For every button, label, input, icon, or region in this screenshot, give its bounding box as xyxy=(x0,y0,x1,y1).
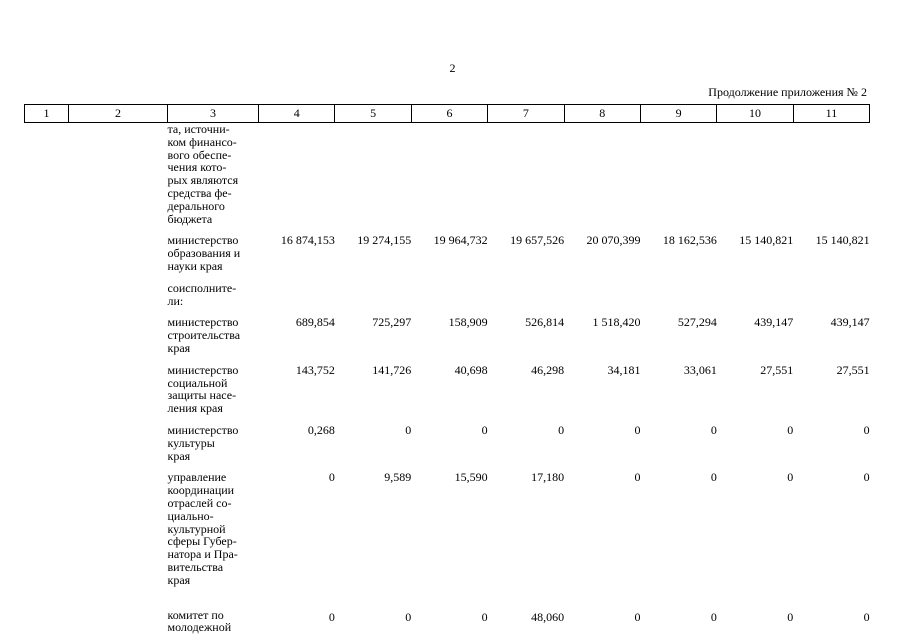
value-cell xyxy=(411,123,487,234)
value-cell: 48,060 xyxy=(488,595,564,642)
appendix-table xyxy=(24,104,870,642)
empty-cell xyxy=(25,470,69,594)
empty-cell xyxy=(25,315,69,362)
value-cell: 0 xyxy=(411,595,487,642)
column-header: 7 xyxy=(488,105,564,123)
value-cell: 15 140,821 xyxy=(717,233,793,280)
value-cell: 46,298 xyxy=(488,363,564,423)
row-name: соисполните- ли: xyxy=(168,281,259,316)
table-row xyxy=(25,423,870,470)
value-cell: 0 xyxy=(564,595,640,642)
value-cell: 141,726 xyxy=(335,363,411,423)
value-cell: 0 xyxy=(717,595,793,642)
value-cell: 0 xyxy=(259,470,335,594)
table-row xyxy=(25,363,870,423)
value-cell: 0 xyxy=(640,470,716,594)
value-cell xyxy=(793,123,869,234)
table-row xyxy=(25,233,870,280)
value-cell: 9,589 xyxy=(335,470,411,594)
value-cell: 19 964,732 xyxy=(411,233,487,280)
value-cell xyxy=(793,281,869,316)
value-cell: 0 xyxy=(793,470,869,594)
table-row xyxy=(25,315,870,362)
page-number: 2 xyxy=(0,61,905,76)
empty-cell xyxy=(69,123,168,234)
column-header: 5 xyxy=(335,105,411,123)
table-row xyxy=(25,595,870,642)
value-cell: 526,814 xyxy=(488,315,564,362)
value-cell xyxy=(335,123,411,234)
value-cell: 17,180 xyxy=(488,470,564,594)
value-cell: 0 xyxy=(488,423,564,470)
value-cell xyxy=(259,281,335,316)
row-name: министерство культуры края xyxy=(168,423,259,470)
table-row xyxy=(25,281,870,316)
value-cell: 33,061 xyxy=(640,363,716,423)
empty-cell xyxy=(69,233,168,280)
value-cell: 19 274,155 xyxy=(335,233,411,280)
value-cell: 0 xyxy=(717,470,793,594)
row-name: комитет по молодежной xyxy=(168,595,259,642)
value-cell xyxy=(335,281,411,316)
value-cell: 0 xyxy=(335,423,411,470)
value-cell: 158,909 xyxy=(411,315,487,362)
value-cell: 527,294 xyxy=(640,315,716,362)
value-cell: 27,551 xyxy=(793,363,869,423)
value-cell xyxy=(717,281,793,316)
empty-cell xyxy=(25,423,69,470)
value-cell: 16 874,153 xyxy=(259,233,335,280)
empty-cell xyxy=(25,123,69,234)
value-cell: 0 xyxy=(564,423,640,470)
value-cell: 0 xyxy=(793,595,869,642)
value-cell: 0 xyxy=(793,423,869,470)
value-cell: 19 657,526 xyxy=(488,233,564,280)
value-cell: 0 xyxy=(411,423,487,470)
value-cell xyxy=(411,281,487,316)
value-cell: 439,147 xyxy=(793,315,869,362)
value-cell: 0,268 xyxy=(259,423,335,470)
value-cell xyxy=(259,123,335,234)
column-header: 3 xyxy=(168,105,259,123)
value-cell: 0 xyxy=(335,595,411,642)
value-cell: 0 xyxy=(564,470,640,594)
table-row xyxy=(25,123,870,234)
value-cell: 27,551 xyxy=(717,363,793,423)
value-cell xyxy=(564,281,640,316)
value-cell xyxy=(564,123,640,234)
column-number-header xyxy=(25,105,870,123)
value-cell: 15 140,821 xyxy=(793,233,869,280)
column-header: 9 xyxy=(640,105,716,123)
value-cell: 0 xyxy=(717,423,793,470)
value-cell: 34,181 xyxy=(564,363,640,423)
row-name: министерство строительства края xyxy=(168,315,259,362)
table-body xyxy=(25,123,870,642)
column-header: 11 xyxy=(793,105,869,123)
empty-cell xyxy=(25,363,69,423)
value-cell xyxy=(717,123,793,234)
value-cell: 1 518,420 xyxy=(564,315,640,362)
column-header: 8 xyxy=(564,105,640,123)
column-header: 6 xyxy=(411,105,487,123)
value-cell xyxy=(488,281,564,316)
empty-cell xyxy=(69,595,168,642)
empty-cell xyxy=(25,233,69,280)
row-name: та, источни- ком финансо- вого обеспе- чения кото- рых являются средства фе- дерального бюджета xyxy=(168,123,259,234)
value-cell: 143,752 xyxy=(259,363,335,423)
empty-cell xyxy=(69,281,168,316)
value-cell: 725,297 xyxy=(335,315,411,362)
column-header: 4 xyxy=(259,105,335,123)
value-cell: 439,147 xyxy=(717,315,793,362)
value-cell: 0 xyxy=(640,595,716,642)
row-name: министерство образования и науки края xyxy=(168,233,259,280)
column-header: 10 xyxy=(717,105,793,123)
empty-cell xyxy=(69,470,168,594)
value-cell: 689,854 xyxy=(259,315,335,362)
empty-cell xyxy=(25,281,69,316)
value-cell: 0 xyxy=(259,595,335,642)
empty-cell xyxy=(69,423,168,470)
column-header: 1 xyxy=(25,105,69,123)
value-cell: 40,698 xyxy=(411,363,487,423)
value-cell: 0 xyxy=(640,423,716,470)
value-cell xyxy=(488,123,564,234)
empty-cell xyxy=(25,595,69,642)
row-name: министерство социальной защиты насе- ления края xyxy=(168,363,259,423)
value-cell xyxy=(640,281,716,316)
empty-cell xyxy=(69,363,168,423)
continuation-note: Продолжение приложения № 2 xyxy=(708,85,867,100)
value-cell: 18 162,536 xyxy=(640,233,716,280)
row-name: управление координации отраслей со- циально- культурной сферы Губер- натора и Пра- вительства края xyxy=(168,470,259,594)
value-cell xyxy=(640,123,716,234)
value-cell: 20 070,399 xyxy=(564,233,640,280)
table-row xyxy=(25,470,870,594)
value-cell: 15,590 xyxy=(411,470,487,594)
empty-cell xyxy=(69,315,168,362)
column-header: 2 xyxy=(69,105,168,123)
